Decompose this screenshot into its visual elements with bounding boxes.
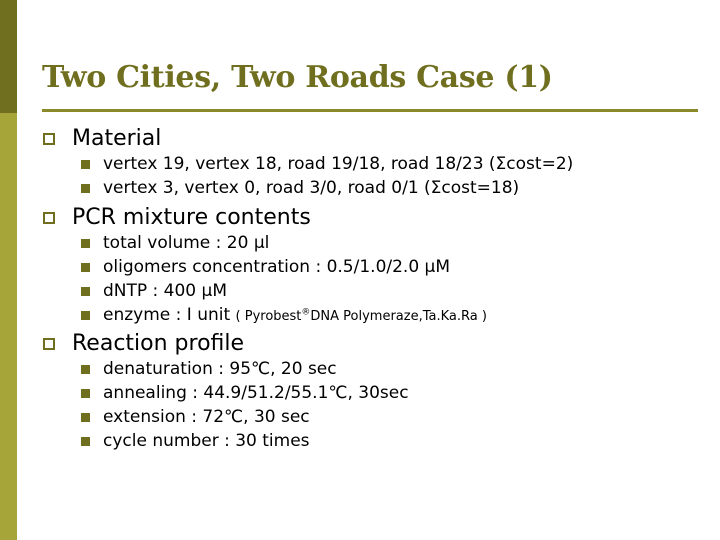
filled-square-icon [81, 437, 90, 446]
filled-square-icon [81, 413, 90, 422]
list-item: total volume : 20 μl [103, 233, 270, 253]
list-item: annealing : 44.9/51.2/55.1℃, 30sec [103, 383, 409, 403]
filled-square-icon [81, 365, 90, 374]
filled-square-icon [81, 389, 90, 398]
filled-square-icon [81, 184, 90, 193]
filled-square-icon [81, 287, 90, 296]
filled-square-icon [81, 239, 90, 248]
hollow-square-icon [43, 338, 55, 350]
left-accent-bar-dark [0, 0, 17, 113]
registered-mark: ® [301, 307, 311, 318]
list-item: oligomers concentration : 0.5/1.0/2.0 μM [103, 257, 451, 277]
hollow-square-icon [43, 212, 55, 224]
list-item-enzyme [103, 305, 487, 325]
section-heading-material: Material [72, 126, 162, 151]
enzyme-note-pre: ( Pyrobest [235, 309, 302, 324]
enzyme-label: enzyme : I unit [103, 305, 236, 325]
list-item: denaturation : 95℃, 20 sec [103, 359, 337, 379]
filled-square-icon [81, 311, 90, 320]
list-item: vertex 19, vertex 18, road 19/18, road 18/23 (Σcost=2) [103, 154, 574, 174]
title-underline [42, 109, 698, 112]
section-heading-pcr: PCR mixture contents [72, 205, 311, 230]
section-heading-reaction: Reaction profile [72, 331, 245, 356]
enzyme-note [236, 309, 487, 324]
list-item: dNTP : 400 μM [103, 281, 228, 301]
list-item: vertex 3, vertex 0, road 3/0, road 0/1 (Σcost=18) [103, 178, 520, 198]
filled-square-icon [81, 160, 90, 169]
left-accent-bar-light [0, 113, 17, 540]
list-item: cycle number : 30 times [103, 431, 310, 451]
hollow-square-icon [43, 133, 55, 145]
enzyme-note-post: DNA Polymeraze,Ta.Ka.Ra ) [310, 309, 487, 324]
list-item: extension : 72℃, 30 sec [103, 407, 310, 427]
filled-square-icon [81, 263, 90, 272]
slide-title: Two Cities, Two Roads Case (1) [42, 60, 553, 95]
